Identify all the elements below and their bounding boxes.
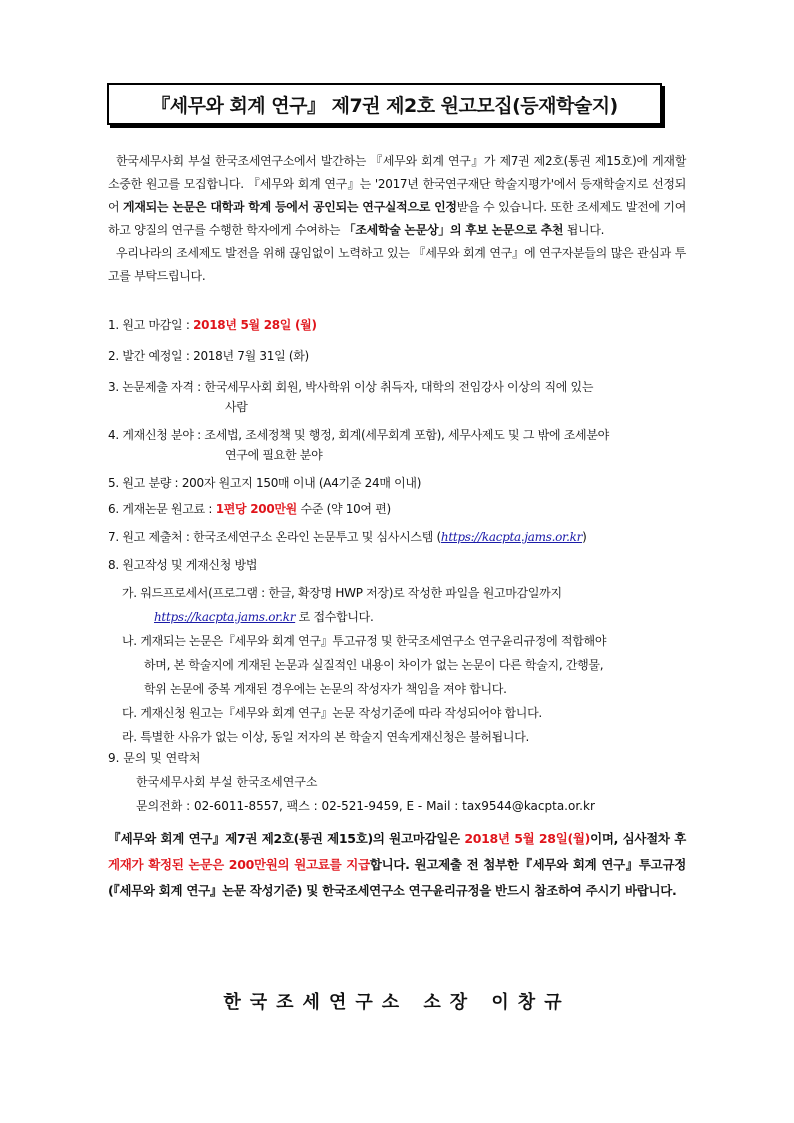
item-text: 로 접수합니다. — [295, 610, 374, 624]
list-item-eligibility — [108, 378, 593, 395]
item-label: 6. 게재논문 원고료 : — [108, 502, 216, 516]
intro-emphasis-award: 「조세학술 논문상」의 후보 논문으로 추천 — [343, 223, 564, 237]
list-item-fields — [108, 426, 609, 443]
notice-text: 『세무와 회계 연구』제7권 제2호(통권 제15호)의 원고마감일은 — [108, 831, 465, 846]
intro-text: 됩니다. — [563, 223, 605, 237]
list-item-length: 5. 원고 분량 : 200자 원고지 150매 이내 (A4기준 24매 이내) — [108, 476, 422, 490]
item-text: 수준 (약 10여 편) — [296, 502, 391, 516]
intro-section — [108, 150, 686, 288]
page-title-box — [107, 83, 662, 125]
intro-text: 한국세무사회 부설 한국조세연구소에서 발간하는 『세무와 회계 연구』가 제7권 제2호(통권 제15호)에 게재할 소중한 원고를 모집합니다. 『세무와 회계 연구』는 '2017년 한국연구재단 학술지평가'에서 등재학술지로 선정되어 — [108, 154, 686, 214]
contact-phone: 문의전화 : 02-6011-8557, 팩스 : 02-521-9459, E - Mail : tax9544@kacpta.or.kr — [136, 799, 595, 813]
list-item-deadline — [108, 316, 317, 333]
intro-emphasis-recognition: 게재되는 논문은 대학과 학계 등에서 공인되는 연구실적으로 인정 — [123, 200, 457, 214]
notice-deadline: 2018년 5월 28일(월) — [464, 831, 591, 846]
list-item-eligibility-cont: 사람 — [225, 400, 248, 414]
intro-text: 받을 수 있습니다. 또한 조세제도 발전에 기여하고 양질의 연구를 수행한 학자에게 수여하는 — [108, 200, 687, 237]
subitem-ga: 가. 워드프로세서(프로그램 : 한글, 확장명 HWP 저장)로 작성한 파일을 원고마감일까지 — [122, 586, 562, 600]
fee-value: 1편당 200만원 — [215, 502, 297, 516]
notice-fee: 게재가 확정된 논문은 200만원의 원고료를 지급 — [108, 857, 370, 872]
deadline-date: 2018년 5월 28일 (월) — [193, 318, 317, 332]
submission-link[interactable]: https://kacpta.jams.or.kr — [440, 530, 583, 544]
intro-paragraph-1 — [108, 150, 686, 242]
subitem-na-cont: 학위 논문에 중복 게재된 경우에는 논문의 작성자가 책임을 져야 합니다. — [144, 682, 507, 696]
item-text: 한국세무사회 회원, 박사학위 이상 취득자, 대학의 전임강사 이상의 직에 있는 — [204, 380, 594, 394]
submission-link-2[interactable]: https://kacpta.jams.or.kr — [154, 610, 296, 624]
notice-text: 이며, 심사절차 후 — [590, 831, 686, 846]
list-item-publication: 2. 발간 예정일 : 2018년 7월 31일 (화) — [108, 349, 309, 363]
page-title: 『세무와 회계 연구』 제7권 제2호 원고모집(등재학술지) — [151, 94, 618, 117]
notice-paragraph — [108, 826, 686, 904]
item-label: 4. 게재신청 분야 : — [108, 428, 205, 442]
item-text: ) — [582, 530, 587, 544]
intro-paragraph-2: 우리나라의 조세제도 발전을 위해 끊임없이 노력하고 있는 『세무와 회계 연구』에 연구자분들의 많은 관심과 투고를 부탁드립니다. — [108, 246, 686, 283]
signature: 한국조세연구소 소장 이창규 — [223, 992, 571, 1013]
subitem-na-cont: 하며, 본 학술지에 게재된 논문과 실질적인 내용이 차이가 없는 논문이 다른 학술지, 간행물, — [144, 658, 604, 672]
list-item-method: 8. 원고작성 및 게재신청 방법 — [108, 558, 258, 572]
method-subitems — [122, 581, 688, 749]
subitem-na: 나. 게재되는 논문은『세무와 회계 연구』투고규정 및 한국조세연구소 연구윤리규정에 적합해야 — [122, 634, 607, 648]
subitem-da: 다. 게재신청 원고는『세무와 회계 연구』논문 작성기준에 따라 작성되어야 합니다. — [122, 706, 542, 720]
item-label: 7. 원고 제출처 : 한국조세연구소 온라인 논문투고 및 심사시스템 ( — [108, 530, 441, 544]
contact-label: 9. 문의 및 연락처 — [108, 751, 201, 765]
list-item-fields-cont: 연구에 필요한 분야 — [225, 448, 323, 462]
list-item-fee — [108, 500, 391, 517]
subitem-ga-cont — [122, 605, 688, 629]
item-text: 조세법, 조세정책 및 행정, 회계(세무회계 포함), 세무사제도 및 그 밖에 조세분야 — [204, 428, 609, 442]
subitem-ra: 라. 특별한 사유가 없는 이상, 동일 저자의 본 학술지 연속게재신청은 불허됩니다. — [122, 730, 530, 744]
item-label: 3. 논문제출 자격 : — [108, 380, 205, 394]
contact-section — [108, 746, 595, 818]
contact-org: 한국세무사회 부설 한국조세연구소 — [136, 775, 318, 789]
list-item-submission — [108, 528, 586, 545]
item-label: 1. 원고 마감일 : — [108, 318, 194, 332]
notice-text: 합니다. 원고제출 전 첨부한『세무와 회계 연구』투고규정(『세무와 회계 연구』논문 작성기준) 및 한국조세연구소 연구윤리규정을 반드시 참조하여 주시기 바랍니다. — [108, 857, 686, 898]
